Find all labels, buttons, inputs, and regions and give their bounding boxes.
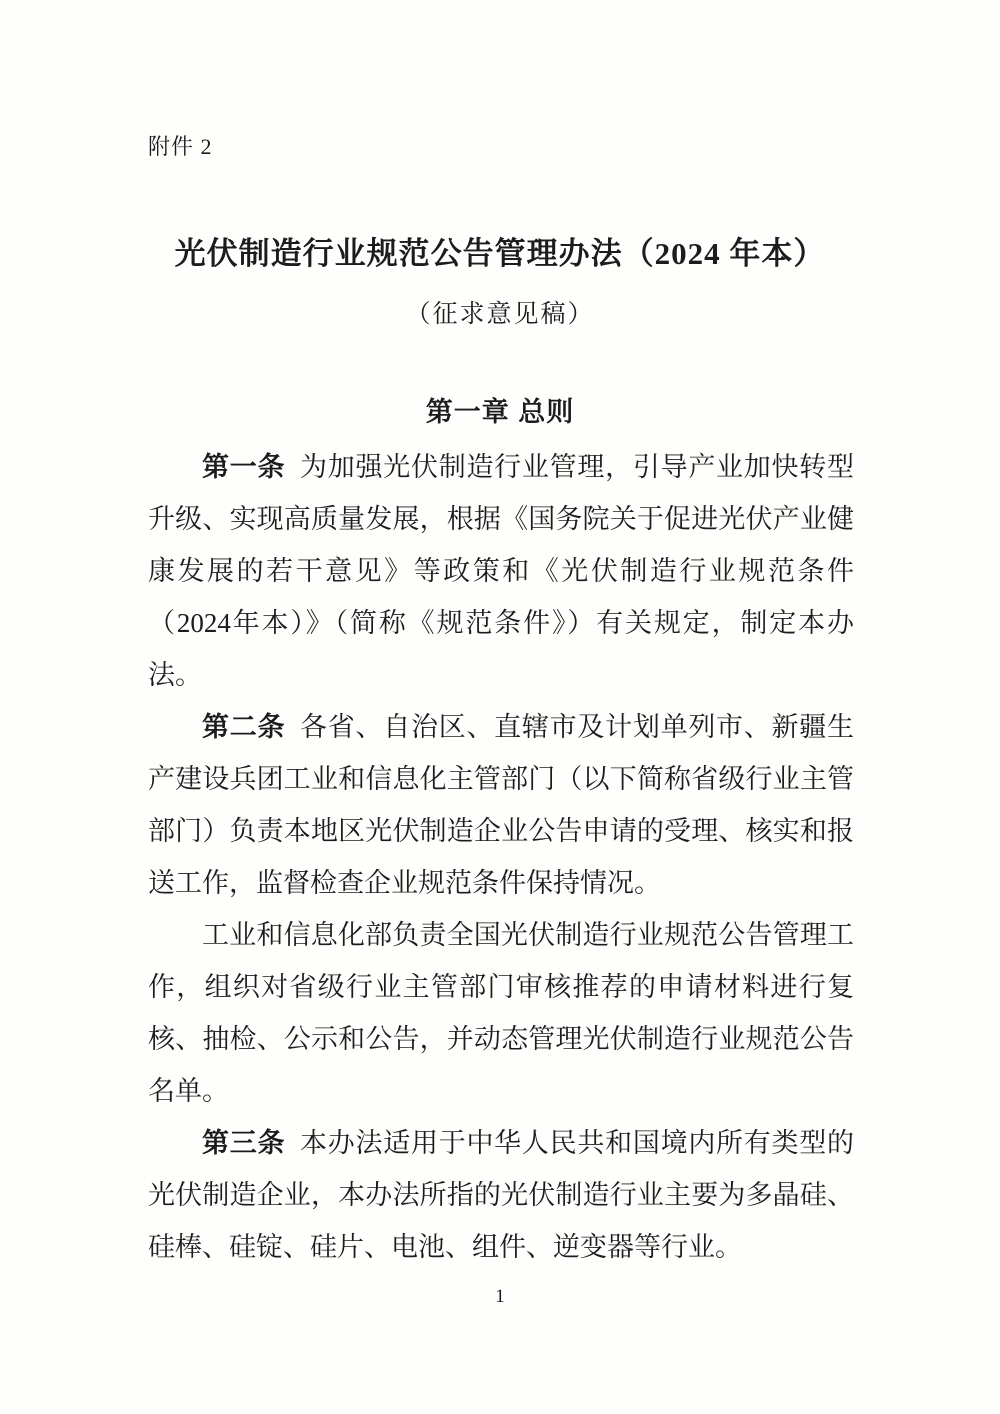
document-body xyxy=(148,441,854,1273)
paragraph-article-2-continuation xyxy=(148,909,854,1117)
paragraph-article-3 xyxy=(148,1117,854,1273)
chapter-heading: 第一章 总则 xyxy=(425,397,575,427)
article-1-text: 为加强光伏制造行业管理，引导产业加快转型升级、实现高质量发展，根据《国务院关于促进光伏产业健康发展的若干意见》等政策和《光伏制造行业规范条件（2024年本）》（简称《规范条件》）有关规定，制定本办法。 xyxy=(148,452,854,690)
page-number: 1 xyxy=(495,1286,505,1307)
article-3-number: 第三条 xyxy=(202,1128,286,1158)
article-2-number: 第二条 xyxy=(202,712,286,742)
document-title: 光伏制造行业规范公告管理办法（2024 年本） xyxy=(174,236,826,271)
article-1-number: 第一条 xyxy=(202,452,286,482)
attachment-label: 附件 2 xyxy=(148,134,213,159)
paragraph-article-2 xyxy=(148,701,854,909)
article-3-text: 本办法适用于中华人民共和国境内所有类型的光伏制造企业，本办法所指的光伏制造行业主要为多晶硅、硅棒、硅锭、硅片、电池、组件、逆变器等行业。 xyxy=(148,1128,854,1262)
article-2-text: 各省、自治区、直辖市及计划单列市、新疆生产建设兵团工业和信息化主管部门（以下简称省级行业主管部门）负责本地区光伏制造企业公告申请的受理、核实和报送工作，监督检查企业规范条件保持情况。 xyxy=(148,712,854,898)
paragraph-3-text: 工业和信息化部负责全国光伏制造行业规范公告管理工作，组织对省级行业主管部门审核推荐的申请材料进行复核、抽检、公示和公告，并动态管理光伏制造行业规范公告名单。 xyxy=(148,920,854,1106)
document-subtitle: （征求意见稿） xyxy=(405,301,595,328)
paragraph-article-1 xyxy=(148,441,854,701)
